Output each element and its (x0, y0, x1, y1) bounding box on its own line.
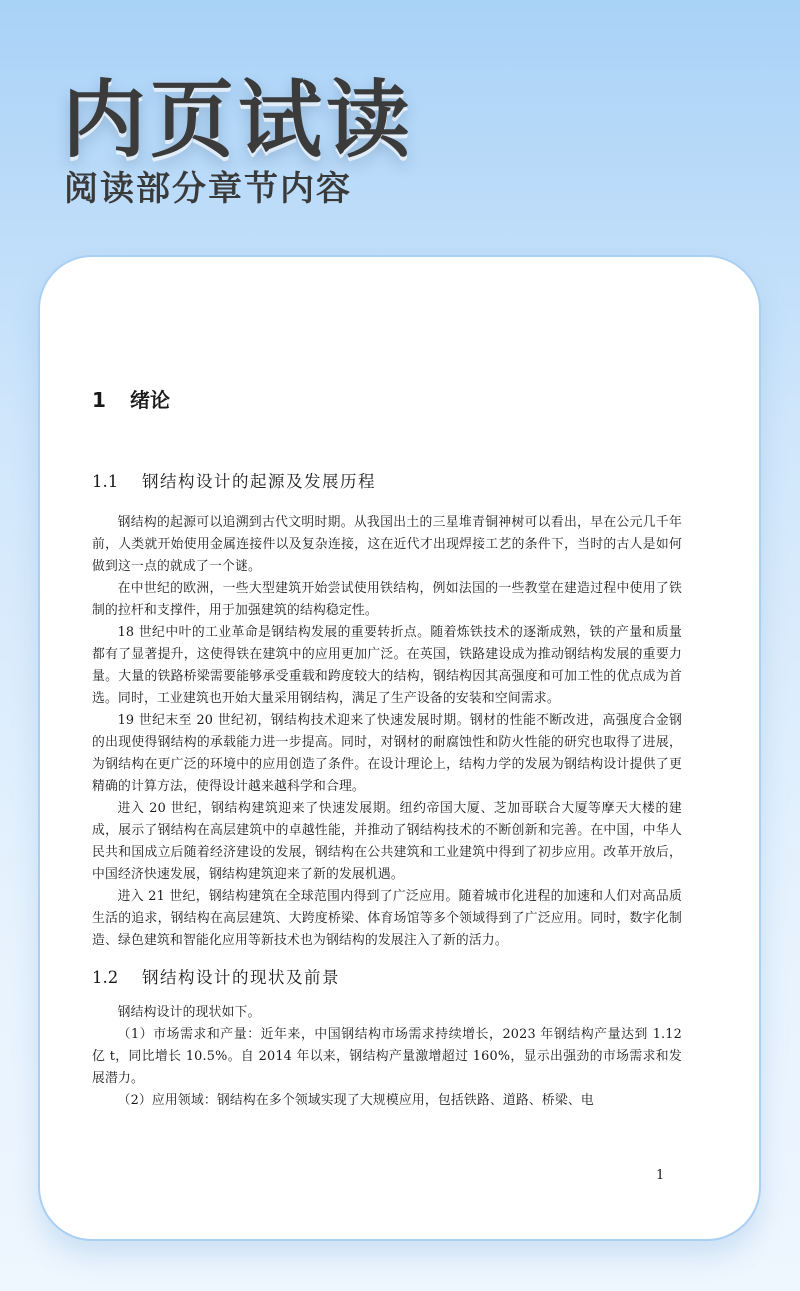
paragraph: 19 世纪末至 20 世纪初，钢结构技术迎来了快速发展时期。钢材的性能不断改进，高强度合金钢的出现使得钢结构的承载能力进一步提高。同时，对钢材的耐腐蚀性和防火性能的研究也取得了进展，为钢结构在更广泛的环境中的应用创造了条件。在设计理论上，结构力学的发展为钢结构设计提供了更精确的计算方法，使得设计越来越科学和合理。 (92, 713, 682, 794)
page-title: 内页试读 (62, 71, 415, 169)
paragraph: （2）应用领域：钢结构在多个领域实现了大规模应用，包括铁路、道路、桥梁、电 (117, 1093, 594, 1108)
section-heading-1-2 (92, 966, 682, 990)
section-body-1-2 (92, 1002, 682, 1112)
paragraph: （1）市场需求和产量：近年来，中国钢结构市场需求持续增长，2023 年钢结构产量达到 1.12 亿 t，同比增长 10.5%。自 2014 年以来，钢结构产量激增超过 160%，显示出强劲的市场需求和发展潜力。 (92, 1027, 682, 1086)
book-page-content (92, 386, 682, 1112)
paragraph: 18 世纪中叶的工业革命是钢结构发展的重要转折点。随着炼铁技术的逐渐成熟，铁的产量和质量都有了显著提升，这使得铁在建筑中的应用更加广泛。在英国，铁路建设成为推动钢结构发展的重要力量。大量的铁路桥梁需要能够承受重载和跨度较大的结构，钢结构因其高强度和可加工性的优点成为首选。同时，工业建筑也开始大量采用钢结构，满足了生产设备的安装和空间需求。 (92, 625, 682, 706)
paragraph: 在中世纪的欧洲，一些大型建筑开始尝试使用铁结构，例如法国的一些教堂在建造过程中使用了铁制的拉杆和支撑件，用于加强建筑的结构稳定性。 (92, 581, 682, 618)
paragraph: 钢结构的起源可以追溯到古代文明时期。从我国出土的三星堆青铜神树可以看出，早在公元几千年前，人类就开始使用金属连接件以及复杂连接，这在近代才出现焊接工艺的条件下，当时的古人是如何做到这一点的就成了一个谜。 (92, 515, 682, 574)
page-number: 1 (656, 1168, 665, 1183)
paragraph: 进入 20 世纪，钢结构建筑迎来了快速发展期。纽约帝国大厦、芝加哥联合大厦等摩天大楼的建成，展示了钢结构在高层建筑中的卓越性能，并推动了钢结构技术的不断创新和完善。在中国，中华人民共和国成立后随着经济建设的发展，钢结构在公共建筑和工业建筑中得到了初步应用。改革开放后，中国经济快速发展，钢结构建筑迎来了新的发展机遇。 (92, 801, 682, 882)
paragraph: 钢结构设计的现状如下。 (117, 1005, 261, 1020)
paragraph: 进入 21 世纪，钢结构建筑在全球范围内得到了广泛应用。随着城市化进程的加速和人们对高品质生活的追求，钢结构在高层建筑、大跨度桥梁、体育场馆等多个领域得到了广泛应用。同时，数字化制造、绿色建筑和智能化应用等新技术也为钢结构的发展注入了新的活力。 (92, 889, 682, 948)
section-body-1-1 (92, 512, 682, 952)
section-number: 1.1 (92, 472, 119, 491)
page-subtitle: 阅读部分章节内容 (64, 169, 352, 209)
section-number: 1.2 (92, 968, 119, 987)
section-heading-1-1 (92, 470, 682, 494)
chapter-heading (92, 386, 682, 414)
chapter-number: 1 (92, 388, 106, 412)
section-title: 钢结构设计的现状及前景 (142, 968, 340, 987)
chapter-title: 绪论 (130, 388, 170, 412)
section-title: 钢结构设计的起源及发展历程 (142, 472, 376, 491)
